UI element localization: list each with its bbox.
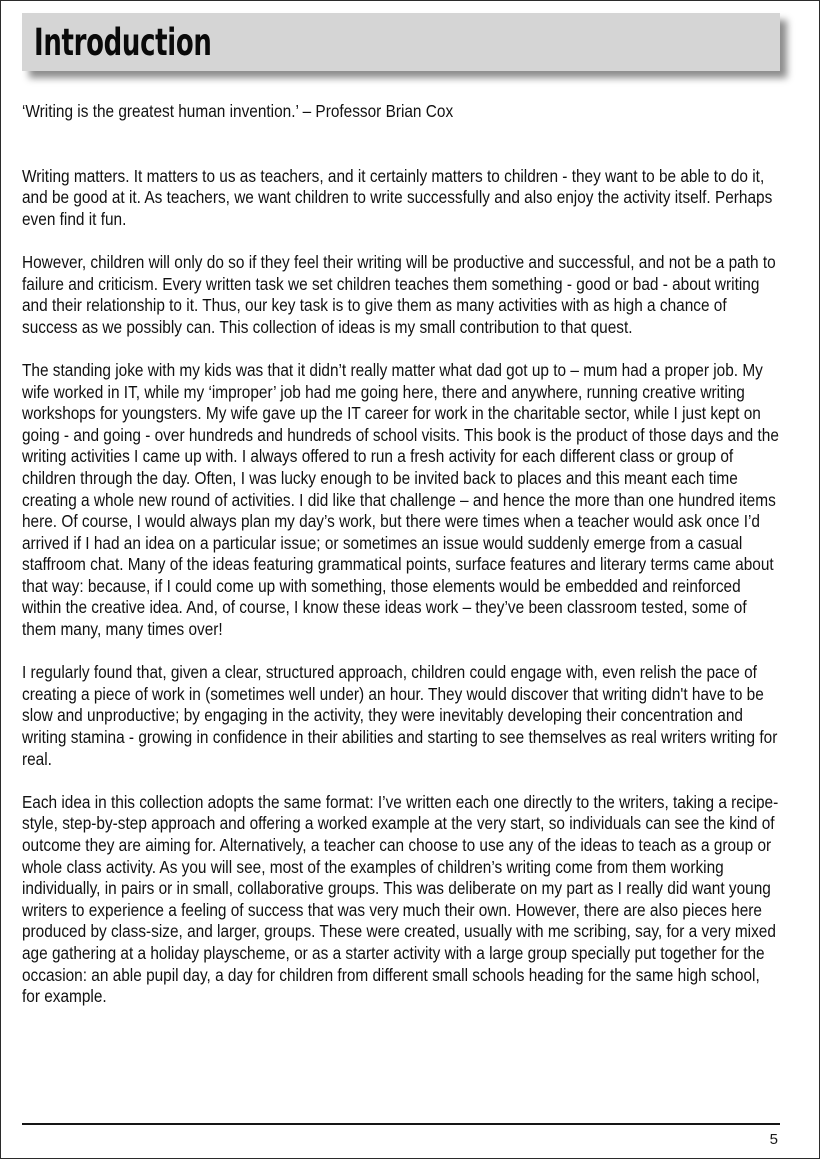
body-content <box>22 101 780 1008</box>
body-paragraph-5: Each idea in this collection adopts the same format: I’ve written each one directly to the writers, taking a recipe-style, step-by-step approach and offering a worked example at the very start, so individuals can see the kind of outcome they are aiming for. Alternatively, a teacher can choose to use any of the ideas to teach as a group or whole class activity. As you will see, most of the examples of children’s writing come from them working individually, in pairs or in small, collaborative groups. This was deliberate on my part as I really did want young writers to experience a feeling of success that was very much their own. However, there are also pieces here produced by class-size, and larger, groups. These were created, usually with me scribing, say, for a very mixed age gathering at a holiday playscheme, or as a starter activity with a large group specially put together for the occasion: an able pupil day, a day for children from different small schools heading for the same high school, for example. <box>22 791 779 1007</box>
chapter-header-banner <box>22 13 780 71</box>
body-paragraph-3: The standing joke with my kids was that it didn’t really matter what dad got up to – mum had a proper job. My wife worked in IT, while my ‘improper’ job had me going here, there and anywhere, running creative writing workshops for youngsters. My wife gave up the IT career for work in the charitable sector, while I just kept on going - and going - over hundreds and hundreds of school visits. This book is the product of those days and the writing activities I came up with. I always offered to run a fresh activity for each different class or group of children through the day. Often, I was lucky enough to be invited back to places and this meant each time creating a whole new round of activities. I did like that challenge – and hence the more than one hundred items here. Of course, I would always plan my day’s work, but there were times when a teacher would ask once I’d arrived if I had an idea on a particular issue; or sometimes an issue would suddenly emerge from a casual staffroom chat. Many of the ideas featuring grammatical points, surface features and literary terms came about that way: because, if I could come up with something, those elements would be embedded and reinforced within the creative idea. And, of course, I know these ideas work – they’ve been classroom tested, some of them many, many times over! <box>22 359 779 640</box>
page-title: Introduction <box>34 20 212 64</box>
body-text-column <box>22 101 780 1008</box>
body-paragraph-1: Writing matters. It matters to us as teachers, and it certainly matters to children - they want to be able to do it, and be good at it. As teachers, we want children to write successfully and also enjoy the activity itself. Perhaps even find it fun. <box>22 165 773 229</box>
page-number: 5 <box>769 1131 778 1148</box>
footer-divider-rule <box>22 1123 780 1125</box>
body-paragraph-4: I regularly found that, given a clear, structured approach, children could engage with, even relish the pace of creating a piece of work in (sometimes well under) an hour. They would discover that writing didn't have to be slow and unproductive; by engaging in the activity, they were inevitably developing their concentration and writing stamina - growing in confidence in their abilities and starting to see themselves as real writers writing for real. <box>22 662 778 769</box>
epigraph-quote: ‘Writing is the greatest human invention.’ – Professor Brian Cox <box>22 101 454 121</box>
body-paragraph-2: However, children will only do so if they feel their writing will be productive and successful, and not be a path to failure and criticism. Every written task we set children teaches them something - good or bad - about writing and their relationship to it. Thus, our key task is to give them as many activities with as high a chance of success as we possibly can. This collection of ideas is my small contribution to that quest. <box>22 251 776 337</box>
